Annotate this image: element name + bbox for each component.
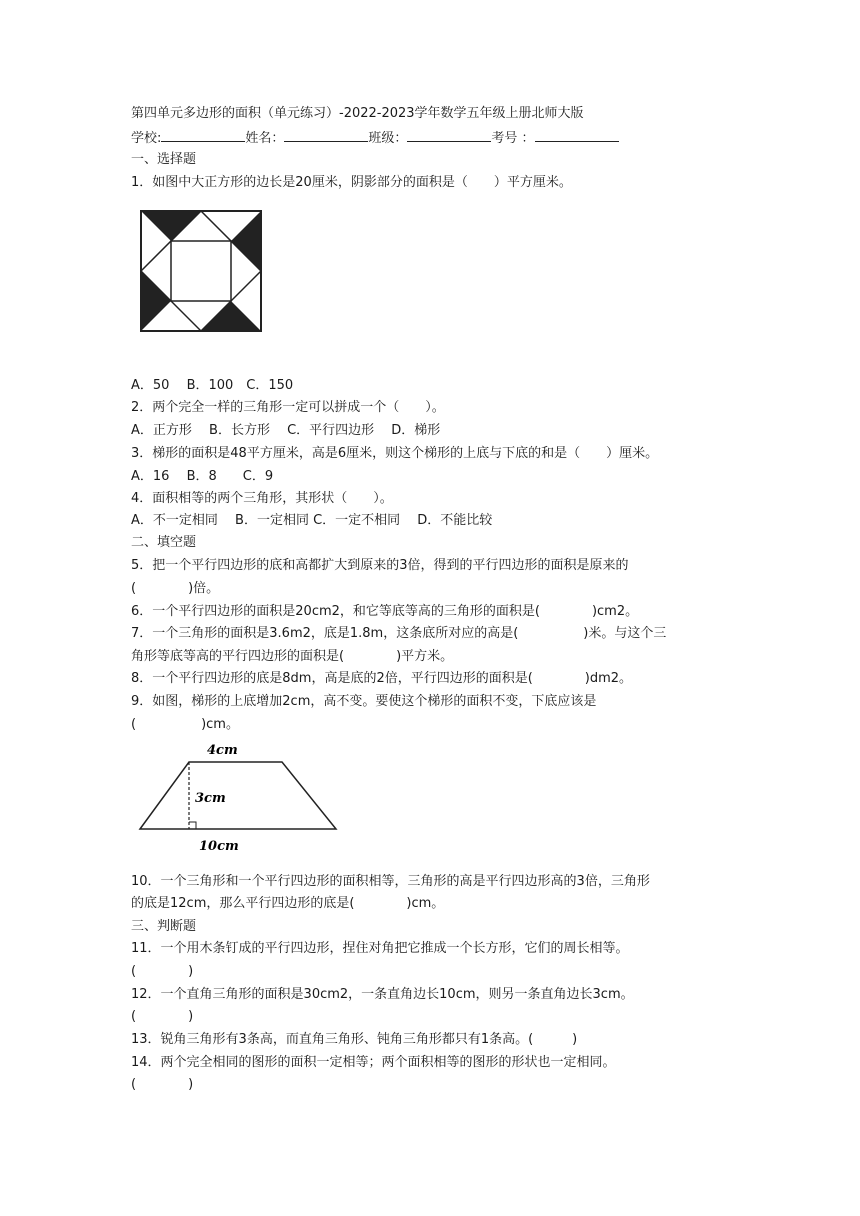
bottom-base-label: 10cm (199, 839, 239, 854)
question-3: 3．梯形的面积是48平方厘米，高是6厘米，则这个梯形的上底与下底的和是（ ）厘米。 (131, 446, 659, 461)
question-7-line-2: 角形等底等高的平行四边形的面积是( )平方米。 (131, 649, 454, 664)
question-6: 6．一个平行四边形的面积是20cm2，和它等底等高的三角形的面积是( )cm2。 (131, 604, 639, 619)
question-2-options: A．正方形 B．长方形 C．平行四边形 D．梯形 (131, 423, 441, 438)
question-10-line-1: 10．一个三角形和一个平行四边形的面积相等，三角形的高是平行四边形高的3倍，三角形 (131, 874, 650, 889)
height-label: 3cm (195, 791, 226, 806)
section-heading-fill: 二、填空题 (131, 535, 197, 550)
class-label: 班级： (368, 131, 408, 146)
question-13: 13．锐角三角形有3条高，而直角三角形、钝角三角形都只有1条高。( ) (131, 1032, 578, 1047)
worksheet-title: 第四单元多边形的面积（单元练习）-2022-2023学年数学五年级上册北师大版 (131, 106, 584, 121)
question-10-line-2: 的底是12cm，那么平行四边形的底是( )cm。 (131, 896, 445, 911)
section-heading-judge: 三、判断题 (131, 919, 197, 934)
student-info-row (131, 128, 619, 148)
question-2: 2．两个完全一样的三角形一定可以拼成一个（ ）。 (131, 400, 445, 415)
question-12-line-1: 12．一个直角三角形的面积是30cm2，一条直角边长10cm，则另一条直角边长3cm。 (131, 987, 634, 1002)
right-angle-mark (189, 822, 196, 829)
question-11-line-2: ( ) (131, 964, 194, 979)
question-5-line-1: 5．把一个平行四边形的底和高都扩大到原来的3倍，得到的平行四边形的面积是原来的 (131, 558, 629, 573)
question-4-options: A．不一定相同 B．一定相同 C．一定不相同 D．不能比较 (131, 513, 493, 528)
name-label: 姓名： (245, 131, 285, 146)
trapezoid-outline (140, 762, 336, 829)
school-label: 学校: (131, 131, 162, 146)
question-1-options: A．50 B．100 C．150 (131, 378, 294, 393)
class-blank (407, 128, 491, 142)
section-heading-choice: 一、选择题 (131, 152, 197, 167)
exam-number-label: 考号 ： (491, 131, 535, 146)
question-9-line-1: 9．如图，梯形的上底增加2cm，高不变。要使这个梯形的面积不变，下底应该是 (131, 694, 597, 709)
question-11-line-1: 11．一个用木条钉成的平行四边形，捏住对角把它推成一个长方形，它们的周长相等。 (131, 941, 629, 956)
name-blank (284, 128, 368, 142)
question-7-line-1: 7．一个三角形的面积是3.6m2，底是1.8m，这条底所对应的高是( )米。与这个三 (131, 626, 667, 641)
question-12-line-2: ( ) (131, 1009, 194, 1024)
exam-number-blank (535, 128, 619, 142)
trapezoid-figure (135, 740, 345, 855)
question-14-line-1: 14．两个完全相同的图形的面积一定相等；两个面积相等的图形的形状也一定相同。 (131, 1055, 616, 1070)
question-3-options: A．16 B．8 C．9 (131, 469, 274, 484)
question-9-line-2: ( )cm。 (131, 717, 239, 732)
question-1: 1．如图中大正方形的边长是20厘米，阴影部分的面积是（ ）平方厘米。 (131, 175, 572, 190)
square-figure (140, 210, 264, 334)
school-blank (161, 128, 245, 142)
question-8: 8．一个平行四边形的底是8dm，高是底的2倍，平行四边形的面积是( )dm2。 (131, 671, 633, 686)
top-base-label: 4cm (207, 743, 238, 758)
question-4: 4．面积相等的两个三角形，其形状（ ）。 (131, 491, 393, 506)
question-14-line-2: ( ) (131, 1077, 194, 1092)
question-5-line-2: ( )倍。 (131, 581, 220, 596)
